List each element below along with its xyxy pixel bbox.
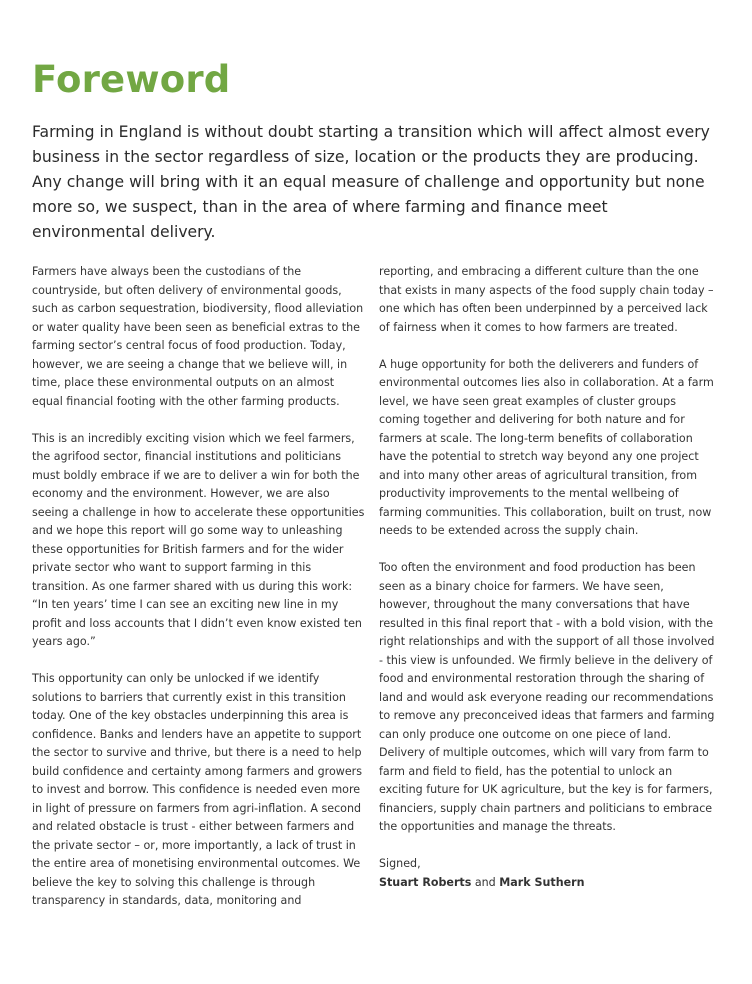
right-paragraph-3: Too often the environment and food production has been seen as a binary choice for farmers. We have seen, however, throughout the many conversations that have resulted in this final report that - with a bold vision, with the right relationships and with the support of all those involved - this view is unfounded. We firmly believe in the delivery of food and environmental restoration through the sharing of land and would ask everyone reading our recommendations to remove any preconceived ideas that farmers and farming can only produce one outcome on one piece of land. Delivery of multiple outcomes, which will vary from farm to farm and field to field, has the potential to unlock an exciting future for UK agriculture, but the key is for farmers, financiers, supply chain partners and politicians to embrace the opportunities and manage the threats. [379, 561, 715, 833]
page-title: Foreword [32, 58, 231, 101]
left-column [32, 263, 367, 929]
signatory-conjunction: and [471, 875, 500, 889]
right-paragraph-1: reporting, and embracing a different culture than the one that exists in many aspects of the food supply chain today – one which has often been underpinned by a perceived lack of fairness when it comes to how farmers are treated. [379, 265, 714, 334]
left-paragraph-1: Farmers have always been the custodians of the countryside, but often delivery of environmental goods, such as carbon sequestration, biodiversity, flood alleviation or water quality have been seen as beneficial extras to the farming sector’s central focus of food production. Today, however, we are seeing a change that we believe will, in time, place these environmental outputs on an almost equal financial footing with the other farming products. [32, 265, 364, 408]
right-column [379, 263, 715, 892]
left-paragraph-2: This is an incredibly exciting vision which we feel farmers, the agrifood sector, financial institutions and politicians must boldly embrace if we are to deliver a win for both the economy and the environment. However, we are also seeing a challenge in how to accelerate these opportunities and we hope this report will go some way to unleashing these opportunities for British farmers and for the wider private sector who want to support farming in this transition. As one farmer shared with us during this work: “In ten years’ time I can see an exciting new line in my profit and loss accounts that I didn’t even know existed ten years ago.” [32, 431, 365, 648]
signatory-name-2: Mark Suthern [499, 875, 585, 889]
signatories [379, 874, 715, 893]
intro-paragraph: Farming in England is without doubt starting a transition which will affect almost every business in the sector regardless of size, location or the products they are producing. Any change will bring with it an equal measure of challenge and opportunity but none more so, we suspect, than in the area of where farming and finance meet environmental delivery. [32, 123, 710, 241]
left-paragraph-3: This opportunity can only be unlocked if we identify solutions to barriers that currently exist in this transition today. One of the key obstacles underpinning this area is confidence. Banks and lenders have an appetite to support the sector to survive and thrive, but there is a need to help build confidence and certainty among farmers and growers to invest and borrow. This confidence is needed even more in light of pressure on farmers from agri-inflation. A second and related obstacle is trust - either between farmers and the private sector – or, more importantly, a lack of trust in the entire area of monetising environmental outcomes. We believe the key to solving this challenge is through transparency in standards, data, monitoring and [32, 672, 362, 907]
signature-block [379, 855, 715, 892]
right-paragraph-2: A huge opportunity for both the deliverers and funders of environmental outcomes lies also in collaboration. At a farm level, we have seen great examples of cluster groups coming together and delivering for both nature and for farmers at scale. The long-term benefits of collaboration have the potential to stretch way beyond any one project and into many other areas of agricultural transition, from productivity improvements to the mental wellbeing of farming communities. This collaboration, built on trust, now needs to be extended across the supply chain. [379, 357, 714, 537]
signatory-name-1: Stuart Roberts [379, 875, 472, 889]
signed-label: Signed, [379, 857, 421, 870]
